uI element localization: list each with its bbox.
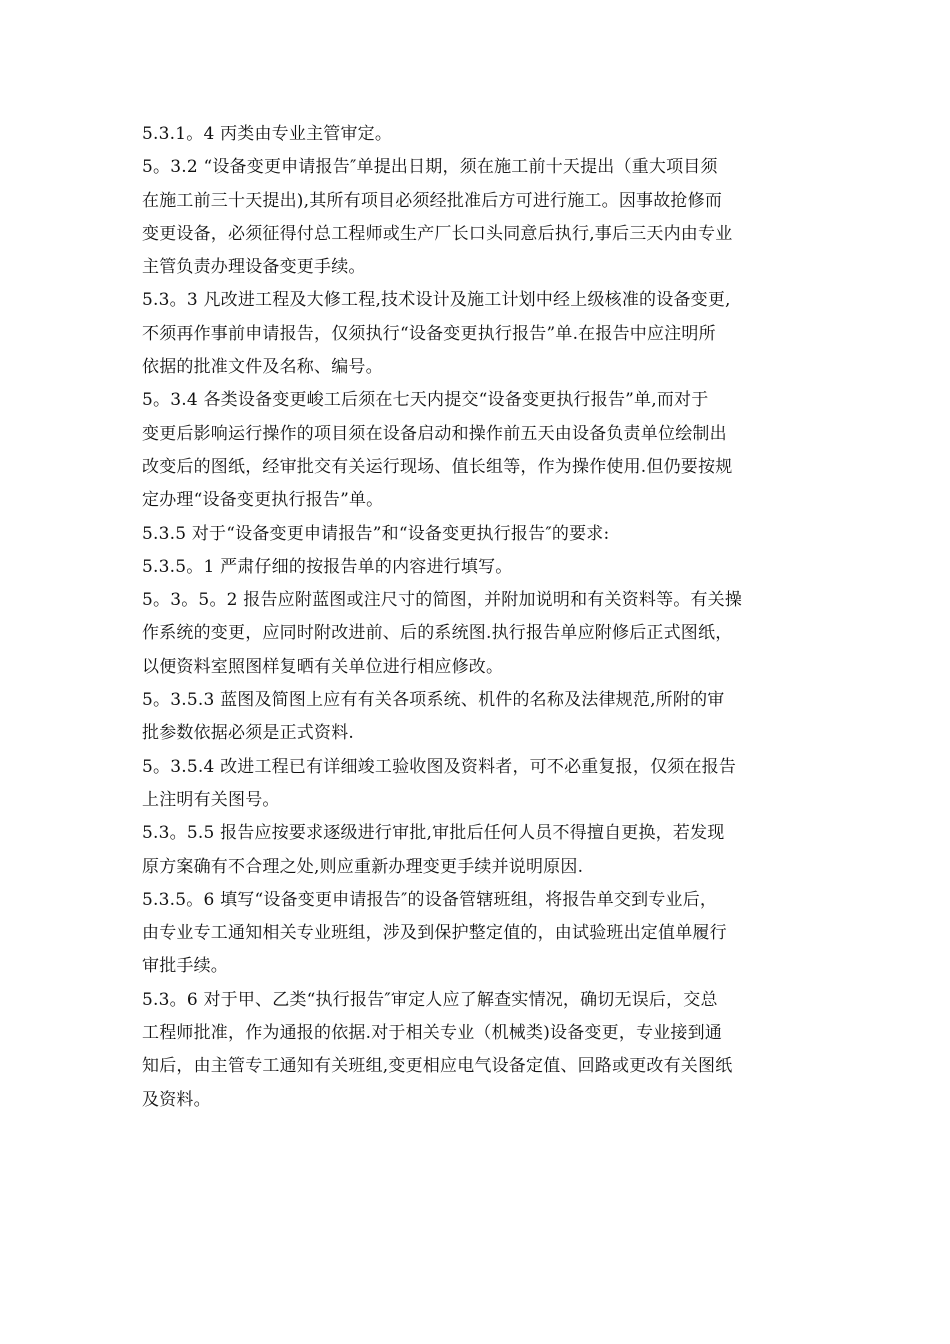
text-line: 及资料。 <box>142 1089 211 1110</box>
text-line: 知后，由主管专工通知有关班组,变更相应电气设备定值、回路或更改有关图纸 <box>142 1056 733 1077</box>
text-line: 5。3.5.4 改进工程已有详细竣工验收图及资料者，可不必重复报，仅须在报告 <box>142 756 737 777</box>
text-line: 5.3。3 凡改进工程及大修工程,技术设计及施工计划中经上级核准的设备变更, <box>142 290 731 311</box>
text-line: 5.3.1。4 丙类由专业主管审定。 <box>142 124 393 144</box>
text-line: 批参数依据必须是正式资料. <box>142 723 355 744</box>
document-body <box>142 118 812 1117</box>
text-line: 5。3.4 各类设备变更峻工后须在七天内提交“设备变更执行报告”单,而对于 <box>142 390 709 411</box>
text-line: 变更设备，必须征得付总工程师或生产厂长口头同意后执行,事后三天内由专业 <box>142 223 733 244</box>
text-line: 5.3.5。1 严肃仔细的按报告单的内容进行填写。 <box>142 556 513 577</box>
text-line: 以便资料室照图样复晒有关单位进行相应修改。 <box>142 656 504 677</box>
text-line: 5.3。5.5 报告应按要求逐级进行审批,审批后任何人员不得擅自更换，若发现 <box>142 823 725 844</box>
text-line: 定办理“设备变更执行报告”单。 <box>142 490 384 511</box>
text-line: 5。3。5。2 报告应附蓝图或注尺寸的简图，并附加说明和有关资料等。有关操 <box>142 590 743 611</box>
text-line: 作系统的变更，应同时附改进前、后的系统图.执行报告单应附修后正式图纸， <box>142 623 733 644</box>
text-line: 在施工前三十天提出),其所有项目必须经批准后方可进行施工。因事故抢修而 <box>142 190 723 211</box>
text-line: 审批手续。 <box>142 956 228 977</box>
text-line: 5。3.2 “设备变更申请报告″单提出日期，须在施工前十天提出（重大项目须 <box>142 157 718 178</box>
text-line: 不须再作事前申请报告，仅须执行“设备变更执行报告”单.在报告中应注明所 <box>142 323 716 344</box>
text-line: 工程师批准，作为通报的依据.对于相关专业（机械类)设备变更，专业接到通 <box>142 1023 723 1044</box>
text-line: 5.3.5。6 填写“设备变更申请报告″的设备管辖班组，将报告单交到专业后， <box>142 889 718 910</box>
text-line: 改变后的图纸，经审批交有关运行现场、值长组等，作为操作使用.但仍要按规 <box>142 456 733 477</box>
text-line: 依据的批准文件及名称、编号。 <box>142 357 383 378</box>
text-line: 5.3。6 对于甲、乙类“执行报告″审定人应了解查实情况，确切无误后，交总 <box>142 989 718 1010</box>
text-line: 变更后影响运行操作的项目须在设备启动和操作前五天由设备负责单位绘制出 <box>142 423 727 444</box>
text-line: 上注明有关图号。 <box>142 789 280 810</box>
text-line: 由专业专工通知相关专业班组，涉及到保护整定值的，由试验班出定值单履行 <box>142 923 727 944</box>
text-line: 5.3.5 对于“设备变更申请报告”和“设备变更执行报告″的要求: <box>142 523 610 544</box>
text-line: 5。3.5.3 蓝图及简图上应有有关各项系统、机件的名称及法律规范,所附的审 <box>142 690 725 711</box>
text-line: 主管负责办理设备变更手续。 <box>142 257 366 278</box>
text-line: 原方案确有不合理之处,则应重新办理变更手续并说明原因. <box>142 856 584 877</box>
